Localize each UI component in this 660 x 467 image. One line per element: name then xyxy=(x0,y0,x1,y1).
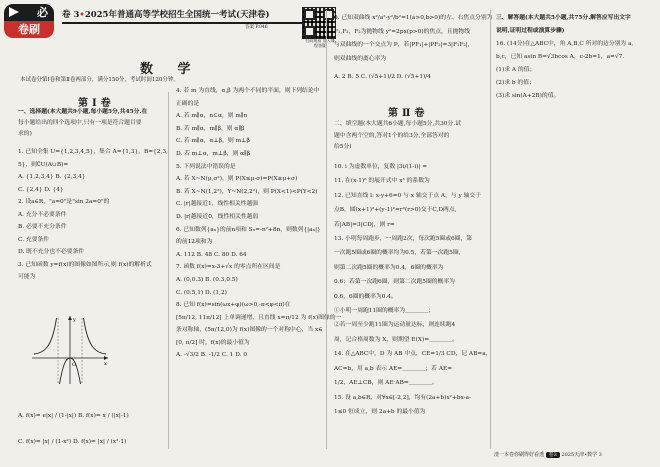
subject-title: 数 学 xyxy=(140,62,201,77)
q16-stem: 16. (14分)在△ABC中，角 A,B,C 所对的边分别为 a, xyxy=(496,41,634,47)
svg-text:x: x xyxy=(104,361,107,367)
q4-stem: 4. 若 m 为直线，α,β 为两个不同的平面，则下列结论中 xyxy=(176,88,320,94)
q14-stem: 14. 在△ABC中，D 为 AB 中点，CE=1/3 CD，记 AB=a， xyxy=(334,351,492,358)
answer-page-ref: 答案 P.046 xyxy=(245,25,268,30)
q13-stem: 13. 小明每周跑步，一周跑2次，每次跑5圈或6圈，第 xyxy=(334,236,473,243)
q11-stem: 11. 在(x-1)⁶ 的展开式中 x³ 的系数为 xyxy=(334,178,430,185)
qr-caption: 扫码观看 加入课程答疑 xyxy=(305,38,335,48)
part2-section-head: 二、填空题(本大题共6小题,每小题5分,共30分.试 题中含两个空的,答对1个的给3分,全部答对的 给5分) xyxy=(334,121,461,150)
q9-stem: 9. 已知双曲线 x²/a²-y²/b²=1(a>0,b>0)的左、右焦点分别为 xyxy=(334,15,493,21)
q8-stem: 8. 已知 f(x)=sin(ωx+φ)(ω>0,-π<φ<π)在 xyxy=(176,302,291,309)
middle-questions: 4. 若 m 为直线，α,β 为两个不同的平面，则下列结论中 正确的是 A. 若 m∥α，n⊂α，则 m∥n B. 若 m∥α，m∥β，则 α∥β C. 若 m∥α，α⊥β，则 m⊥β D. 若 m⊥α，m⊥β，则 α∥β 5. 下列说法中错误的是 A. 若 X~N(μ,σ²)，则 P(X≤μ-σ)=P(X≥μ+σ) B. 若 X~N(1,2²)，Y~N(2,2²)，则 P(X<1)<P(Y<2) C. |r|越接近1，线性相关性越强 D. |r|越接近0，线性相关性越弱 6. 已知数列{aₙ}的前n项和 Sₙ=-n²+8n，则数列{|aₙ|} 的前12项和为 A. 112 B. 48 C. 80 D. 64 7. 函数 f(x)=x-3+√x 的零点所在区间是 A. (0,0.3) B. (0.3,0.5) C. (0.5,1) D. (1,2) 8. 已知 f(x)=sin(ωx+φ)(ω>0,-π<φ<π)在 [5π/12, 11π/12] 上单调递增，且直线 x=π/12 为 f(x)图像的一 条对称轴，(5π/12,0)为 f(x)图像的一个对称中心，当 x∈ [0, π/2] 时，f(x)的最小值为 A. -√3/2 B. -1/2 C. 1 D. 0 xyxy=(176,85,341,362)
column-divider-2 xyxy=(326,10,327,449)
q3-options: A. f(x)= e|x| / (1-|x|) B. f(x)= x / (|x|-1) C. f(x)= |x| / (1-x²) D. f(x)= |x| / (x²-1) xyxy=(18,413,129,445)
paper-title: 卷 3•2025年普通高等学校招生全国统一考试(天津卷) xyxy=(62,10,270,20)
logo-top: 必 xyxy=(4,4,54,21)
q10-stem: 10. i 为虚数单位，复数 |3i/(1-i)| = xyxy=(334,164,428,170)
svg-text:y: y xyxy=(73,317,76,323)
q15-stem: 15. 设 a,b∈R，对∀x∈[-2,2]，均有(2a+b)x²+bx-a- xyxy=(334,394,472,401)
part1-title: 第Ⅰ卷 xyxy=(78,98,115,109)
part2-title: 第Ⅱ卷 xyxy=(388,108,429,119)
q7-stem: 7. 函数 f(x)=x-3+√x 的零点所在区间是 xyxy=(176,264,281,271)
title-rule xyxy=(62,22,332,24)
q3-stem: 3. 已知函数 y=f(x)的图像如图所示,则 f(x)的解析式 xyxy=(18,261,152,268)
logo-arrow-icon xyxy=(9,7,19,17)
q1-options-cd: C. {2,4} D. {4} xyxy=(18,186,64,193)
function-graph xyxy=(30,314,110,386)
right-questions-top: 9. 已知双曲线 x²/a²-y²/b²=1(a>0,b>0)的左、右焦点分别为 F₁,F₂，F₂为抛物线 y²=2px(p>0)的焦点，且抛物线 与双曲线的一个交点为 P，若|PF₁|+|PF₂|=3|F₁F₂|， 则双曲线的离心率为 A. 2 B. 5 C. (√5+1)/2 D. (√5+1)/4 xyxy=(334,12,492,85)
part1-section-head: 一、选择题(本大题共9小题,每小题5分,共45分.在 每小题给出的四个选项中,只有一项是符合题目要 求的) xyxy=(18,109,148,137)
page-footer: 渣一本卷你刷得好看透 卷3 2025天津•数学 3 xyxy=(494,452,602,458)
qr-code-icon[interactable] xyxy=(302,7,336,39)
svg-text:O: O xyxy=(72,362,77,368)
brand-logo xyxy=(4,4,54,38)
exam-note: 本试卷分第Ⅰ卷和第Ⅱ卷两部分，满分150分，考试时间120分钟。 xyxy=(20,77,179,83)
q1-stem: 1. 已知全集 U={1,2,3,4,5}，集合 A={1,3}，B={2,3, xyxy=(18,149,168,155)
solution-questions: 三、解答题(本大题共5小题,共75分.解答应写出文字 说明,证明过程或演算步骤) 16. (14分)在△ABC中，角 A,B,C 所对的边分别为 a, b,c，已知 asin B=√3bcos A，c-2b=1，a=√7. (1)求 A 的值； (2)求 b 的值； (3)求 sin(A+2B)的值。 xyxy=(496,15,634,99)
fill-in-questions: 10. i 为虚数单位，复数 |3i/(1-i)| = 11. 在(x-1)⁶ 的展开式中 x³ 的系数为 12. 已知直线 l: x-y+6=0 与 x 轴交于点 A，与 y 轴交于 点B，圆(x+1)²+(y-1)²=r²(r>0)交于C,D两点, 若|AB|=3|CD|，则 r= 13. 小明每周跑步，一周跑2次，每次跑5圈或6圈，第 一次跑5圈或6圈的概率均为0.5，若第一次跑5圈， 则第二次跑5圈的概率为0.4，6圈的概率为 0.6；若第一次跑6圈，则第二次跑5圈的概率为 0.6，6圈的概率为0.4。 ①小明一周跑11圈的概率为＿＿＿＿； ②若一周至少跑11圈为运动量达标，则连续跑4 周，记合格周数为 X，则期望 E(X)=＿＿＿＿。 14. 在△ABC中，D 为 AB 中点，CE=1/3 CD，记 AB=a， AC=b，用 a,b 表示 AE=＿＿＿＿；若 AE= 1/2，AE⊥CB，则 AE·AB=＿＿＿＿。 15. 设 a,b∈R，对∀x∈[-2,2]，均有(2a+b)x²+bx-a- 1≤0 恒成立，则 2a+b 的最小值为 xyxy=(334,160,491,419)
q1-options-ab: A. {1,2,3,4} B. {2,3,4} xyxy=(18,174,86,180)
column-divider-3 xyxy=(490,10,491,449)
q6-stem: 6. 已知数列{aₙ}的前n项和 Sₙ=-n²+8n，则数列{|aₙ|} xyxy=(176,226,321,233)
logo-bottom: 卷刷 xyxy=(4,21,54,38)
left-questions: 1. 已知全集 U={1,2,3,4,5}，集合 A={1,3}，B={2,3, 5}，则∁U(A∪B)= A. {1,2,3,4} B. {2,3,4} C. {2,4} D. {4} 2. 设a∈R，"a=0"是"sin 2a=0"的 A. 充分不必要条件 B. 必要不充分条件 C. 充要条件 D. 既不充分也不必要条件 3. 已知函数 y=f(x)的图像如图所示,则 f(x)的解析式 可能为 xyxy=(18,146,168,284)
column-divider-1 xyxy=(168,92,169,449)
q2-stem: 2. 设a∈R，"a=0"是"sin 2a=0"的 xyxy=(18,199,110,205)
q12-stem: 12. 已知直线 l: x-y+6=0 与 x 轴交于点 A，与 y 轴交于 xyxy=(334,192,481,199)
footer-tag: 卷3 xyxy=(546,452,560,458)
q5-stem: 5. 下列说法中错误的是 xyxy=(176,163,236,170)
